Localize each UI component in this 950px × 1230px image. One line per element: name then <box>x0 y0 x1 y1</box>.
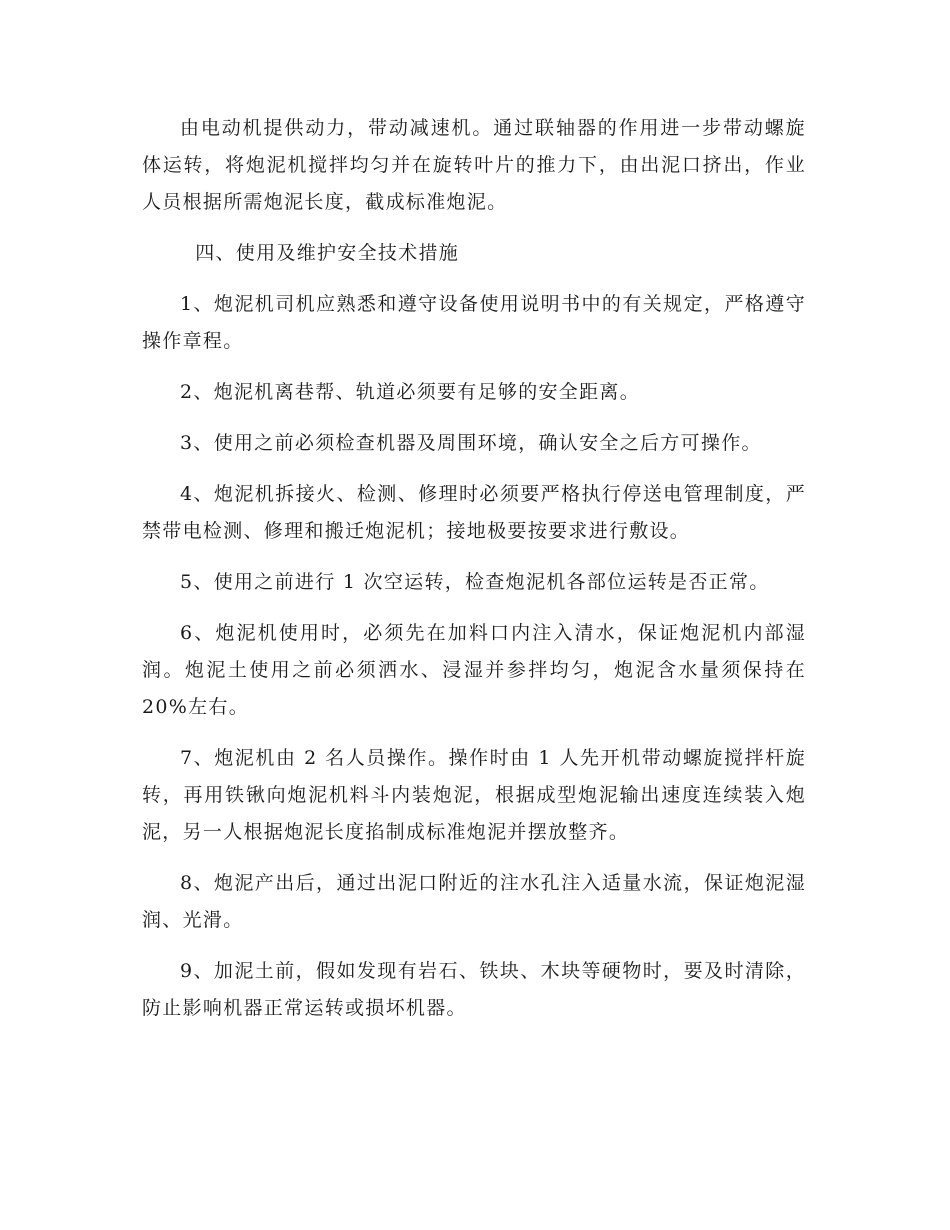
list-item-8: 8、炮泥产出后，通过出泥口附近的注水孔注入适量水流，保证炮泥湿润、光滑。 <box>142 872 806 931</box>
list-item-9: 9、加泥土前，假如发现有岩石、铁块、木块等硬物时，要及时清除，防止影响机器正常运转或损坏机器。 <box>142 960 806 1019</box>
list-item-4: 4、炮泥机拆接火、检测、修理时必须要严格执行停送电管理制度，严禁带电检测、修理和搬迁炮泥机；接地极要按要求进行敷设。 <box>142 483 806 542</box>
list-item-3: 3、使用之前必须检查机器及周围环境，确认安全之后方可操作。 <box>180 432 762 454</box>
list-item-6: 6、炮泥机使用时，必须先在加料口内注入清水，保证炮泥机内部湿润。炮泥土使用之前必须洒水、浸湿并参拌均匀，炮泥含水量须保持在 20%左右。 <box>142 622 806 718</box>
list-item-5: 5、使用之前进行 1 次空运转，检查炮泥机各部位运转是否正常。 <box>180 571 770 593</box>
section-heading: 四、使用及维护安全技术措施 <box>195 242 460 264</box>
list-item-2: 2、炮泥机离巷帮、轨道必须要有足够的安全距离。 <box>180 381 640 403</box>
list-item-7: 7、炮泥机由 2 名人员操作。操作时由 1 人先开机带动螺旋搅拌杆旋转，再用铁锹向炮泥机料斗内装炮泥，根据成型炮泥输出速度连续装入炮泥，另一人根据炮泥长度掐制成标准炮泥并摆放整齐。 <box>142 747 806 843</box>
paragraph-process-description: 由电动机提供动力，带动减速机。通过联轴器的作用进一步带动螺旋体运转，将炮泥机搅拌均匀并在旋转叶片的推力下，由出泥口挤出，作业人员根据所需炮泥长度，截成标准炮泥。 <box>142 117 806 213</box>
document-body <box>142 110 806 1041</box>
list-item-1: 1、炮泥机司机应熟悉和遵守设备使用说明书中的有关规定，严格遵守操作章程。 <box>142 293 806 352</box>
